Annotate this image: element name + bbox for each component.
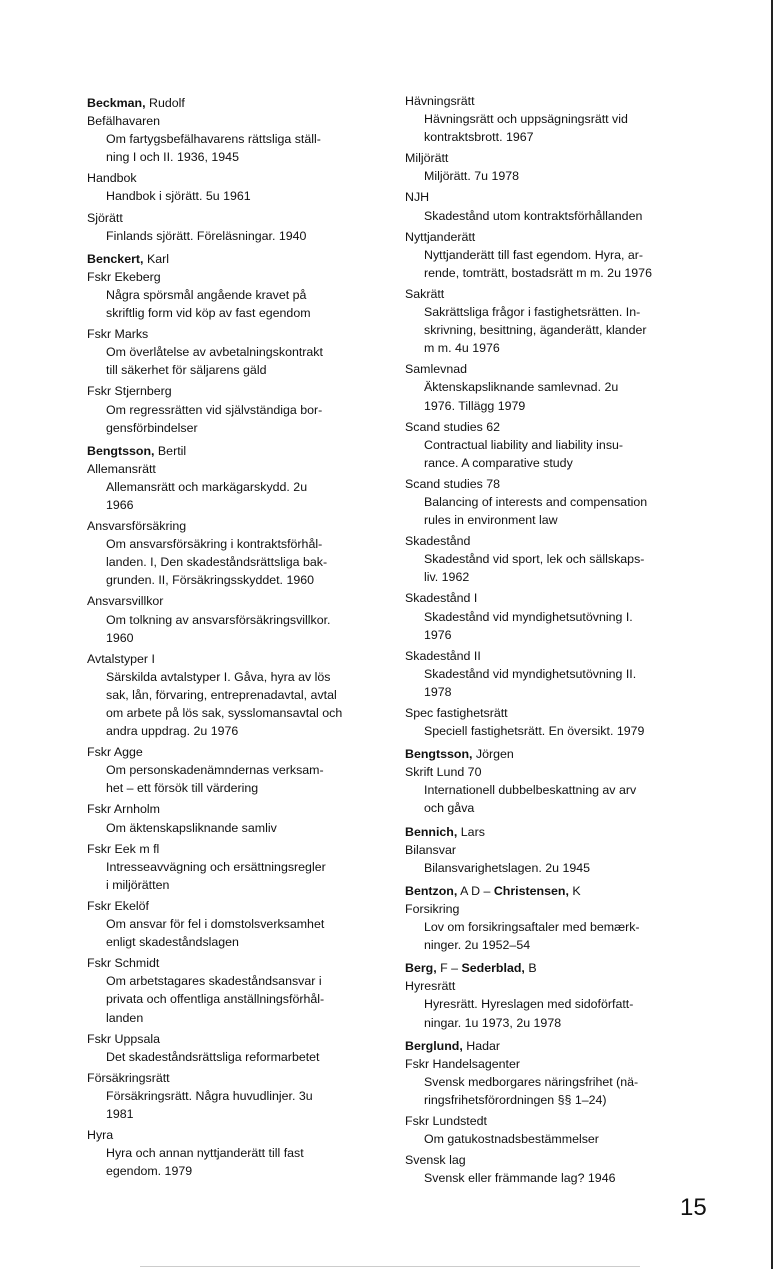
work-title-line: Intresseavvägning och ersättningsregler bbox=[106, 859, 326, 874]
work-source: Ansvarsvillkor bbox=[87, 594, 164, 609]
work-title-line: Svensk medborgares näringsfrihet (nä- bbox=[424, 1074, 639, 1089]
coauthor-surname: Christensen, bbox=[493, 883, 569, 898]
work-source: Samlevnad bbox=[405, 362, 467, 377]
author-given-name: Rudolf bbox=[149, 96, 185, 110]
work-title-line: rende, tomträtt, bostadsrätt m m. 2u 1976 bbox=[424, 265, 652, 280]
author-given-name: Jörgen bbox=[475, 747, 514, 762]
work-title-line: Nyttjanderätt till fast egendom. Hyra, ar- bbox=[424, 247, 643, 262]
work-title-line: Om äktenskapsliknande samliv bbox=[106, 820, 277, 835]
work-title-line: het – ett försök till värdering bbox=[106, 781, 259, 796]
work-title-line: och gåva bbox=[424, 801, 475, 816]
work-source: Fskr Arnholm bbox=[87, 802, 160, 817]
work-title-line: Balancing of interests and compensation bbox=[424, 494, 648, 509]
work-item bbox=[405, 418, 705, 472]
author-given-name: F – bbox=[440, 961, 459, 976]
author-surname: Benckert, bbox=[87, 251, 144, 266]
work-item bbox=[405, 475, 705, 529]
work-source: Spec fastighetsrätt bbox=[405, 706, 508, 720]
work-item bbox=[405, 149, 705, 185]
work-source: Hyresrätt bbox=[405, 979, 456, 994]
work-source: Skrift Lund 70 bbox=[405, 765, 482, 780]
work-source: Fskr Handelsagenter bbox=[405, 1056, 521, 1071]
work-title-line: 1978 bbox=[424, 684, 452, 699]
work-source: Fskr Stjernberg bbox=[87, 384, 172, 399]
work-source: Scand studies 62 bbox=[405, 419, 501, 434]
work-item bbox=[405, 1055, 705, 1109]
work-source: Forsikring bbox=[405, 901, 460, 916]
work-item bbox=[87, 112, 387, 166]
work-item bbox=[87, 209, 387, 245]
work-item bbox=[87, 268, 387, 322]
author-heading bbox=[405, 823, 705, 841]
work-title-line: skriftlig form vid köp av fast egendom bbox=[106, 306, 311, 321]
work-title-line: 1976 bbox=[424, 627, 452, 642]
work-item bbox=[405, 228, 705, 282]
work-title-line: ning I och II. 1936, 1945 bbox=[106, 150, 239, 165]
author-entry bbox=[405, 745, 705, 817]
page-edge-line bbox=[771, 0, 773, 1269]
work-title-line: Om tolkning av ansvarsförsäkringsvillkor. bbox=[106, 612, 331, 627]
work-item bbox=[87, 897, 387, 951]
author-surname: Bennich, bbox=[405, 824, 458, 839]
work-title-line: Om ansvar för fel i domstolsverksamhet bbox=[106, 917, 325, 932]
work-title-line: ringsfrihetsförordningen §§ 1–24) bbox=[424, 1092, 607, 1107]
work-source: Fskr Ekeberg bbox=[87, 269, 161, 284]
work-title-line: till säkerhet för säljarens gäld bbox=[106, 363, 267, 378]
work-item bbox=[405, 841, 705, 877]
author-heading bbox=[87, 250, 387, 268]
work-item bbox=[87, 1126, 387, 1180]
work-title-line: Hyresrätt. Hyreslagen med sidoförfatt- bbox=[424, 997, 634, 1012]
work-item bbox=[87, 800, 387, 836]
work-item bbox=[87, 1030, 387, 1066]
work-title-line: i miljörätten bbox=[106, 877, 170, 892]
author-given-name: Karl bbox=[146, 251, 169, 266]
work-title-line: Skadestånd vid myndighetsutövning II. bbox=[424, 666, 637, 681]
work-title-line: Äktenskapsliknande samlevnad. 2u bbox=[424, 380, 619, 395]
work-title-line: Om regressrätten vid självständiga bor- bbox=[106, 402, 323, 417]
work-title-line: m m. 4u 1976 bbox=[424, 341, 500, 356]
work-source: Bilansvar bbox=[405, 842, 456, 857]
work-item bbox=[405, 188, 705, 224]
author-given-name: Lars bbox=[460, 824, 485, 839]
work-source: Ansvarsförsäkring bbox=[87, 519, 187, 534]
work-title-line: Contractual liability and liability insu- bbox=[424, 437, 624, 452]
author-entry bbox=[405, 882, 705, 954]
author-entry bbox=[87, 442, 387, 1181]
work-source: Fskr Marks bbox=[87, 327, 149, 342]
work-title-line: rance. A comparative study bbox=[424, 455, 573, 470]
work-item bbox=[87, 954, 387, 1026]
work-item bbox=[405, 1112, 705, 1148]
work-title-line: 1960 bbox=[106, 630, 134, 645]
work-source: Skadestånd bbox=[405, 534, 471, 549]
work-source: Svensk lag bbox=[405, 1153, 466, 1168]
work-item bbox=[405, 92, 705, 146]
work-item bbox=[87, 169, 387, 205]
author-surname: Berglund, bbox=[405, 1038, 463, 1053]
author-entry bbox=[405, 92, 705, 740]
work-source: Avtalstyper I bbox=[87, 651, 155, 666]
work-title-line: liv. 1962 bbox=[424, 570, 470, 585]
work-item bbox=[87, 1069, 387, 1123]
work-source: Skadestånd I bbox=[405, 591, 478, 606]
page-number: 15 bbox=[680, 1194, 707, 1221]
work-title-line: Lov om forsikringsaftaler med bemærk- bbox=[424, 920, 640, 935]
work-item bbox=[405, 589, 705, 643]
work-title-line: Hävningsrätt och uppsägningsrätt vid bbox=[424, 112, 628, 127]
work-item bbox=[87, 325, 387, 379]
author-surname: Bengtsson, bbox=[87, 443, 155, 458]
work-source: Fskr Ekelöf bbox=[87, 898, 149, 913]
work-title-line: Internationell dubbelbeskattning av arv bbox=[424, 783, 637, 798]
author-surname: Beckman, bbox=[87, 96, 146, 110]
work-source: Fskr Eek m fl bbox=[87, 841, 160, 856]
work-item bbox=[87, 650, 387, 740]
work-title-line: skrivning, besittning, äganderätt, klander bbox=[424, 323, 647, 338]
author-entry bbox=[87, 250, 387, 437]
work-title-line: kontraktsbrott. 1967 bbox=[424, 130, 534, 145]
author-entry bbox=[405, 1037, 705, 1188]
work-title-line: Skadestånd utom kontraktsförhållanden bbox=[424, 208, 643, 223]
work-item bbox=[87, 743, 387, 797]
work-source: Miljörätt bbox=[405, 151, 449, 166]
work-item bbox=[405, 900, 705, 954]
work-title-line: ningar. 1u 1973, 2u 1978 bbox=[424, 1015, 562, 1030]
author-heading bbox=[405, 1037, 705, 1055]
work-title-line: Det skadeståndsrättsliga reformarbetet bbox=[106, 1049, 320, 1064]
work-source: Fskr Agge bbox=[87, 745, 143, 760]
work-title-line: Hyra och annan nyttjanderätt till fast bbox=[106, 1146, 304, 1161]
index-column-left bbox=[87, 94, 387, 1185]
work-source: Handbok bbox=[87, 171, 137, 186]
work-title-line: 1981 bbox=[106, 1106, 134, 1121]
author-heading bbox=[87, 442, 387, 460]
work-source: Hyra bbox=[87, 1128, 114, 1143]
work-source: Nyttjanderätt bbox=[405, 229, 476, 244]
work-title-line: Om fartygsbefälhavarens rättsliga ställ- bbox=[106, 132, 321, 147]
work-title-line: Speciell fastighetsrätt. En översikt. 1979 bbox=[424, 724, 645, 739]
work-item bbox=[405, 532, 705, 586]
work-source: Befälhavaren bbox=[87, 114, 161, 129]
work-title-line: enligt skadeståndslagen bbox=[106, 935, 239, 950]
author-given-name: A D – bbox=[460, 883, 491, 898]
work-source: Hävningsrätt bbox=[405, 94, 475, 108]
work-title-line: Finlands sjörätt. Föreläsningar. 1940 bbox=[106, 228, 307, 243]
work-title-line: Handbok i sjörätt. 5u 1961 bbox=[106, 189, 251, 204]
work-source: Sjörätt bbox=[87, 210, 123, 225]
work-source: Skadestånd II bbox=[405, 648, 481, 663]
work-title-line: Om ansvarsförsäkring i kontraktsförhål- bbox=[106, 537, 323, 552]
author-heading bbox=[405, 959, 705, 977]
work-title-line: Miljörätt. 7u 1978 bbox=[424, 169, 520, 184]
work-title-line: ninger. 2u 1952–54 bbox=[424, 938, 531, 953]
work-title-line: Allemansrätt och markägarskydd. 2u bbox=[106, 479, 308, 494]
work-title-line: Försäkringsrätt. Några huvudlinjer. 3u bbox=[106, 1088, 313, 1103]
work-title-line: 1976. Tillägg 1979 bbox=[424, 398, 526, 413]
work-title-line: andra uppdrag. 2u 1976 bbox=[106, 724, 239, 739]
bottom-rule bbox=[140, 1266, 640, 1267]
author-heading bbox=[405, 882, 705, 900]
author-given-name: Hadar bbox=[466, 1038, 501, 1053]
work-item bbox=[405, 285, 705, 357]
work-item bbox=[87, 592, 387, 646]
author-heading bbox=[405, 745, 705, 763]
author-entry bbox=[87, 94, 387, 245]
work-item bbox=[405, 360, 705, 414]
coauthor-surname: Sederblad, bbox=[461, 961, 525, 976]
work-title-line: sak, lån, förvaring, entreprenadavtal, avtal bbox=[106, 687, 337, 702]
coauthor-given-name: K bbox=[572, 883, 581, 898]
work-item bbox=[87, 460, 387, 514]
work-item bbox=[405, 647, 705, 701]
work-source: Fskr Lundstedt bbox=[405, 1113, 487, 1128]
author-given-name: Bertil bbox=[157, 443, 187, 458]
author-surname: Bentzon, bbox=[405, 883, 458, 898]
work-source: Försäkringsrätt bbox=[87, 1070, 170, 1085]
work-title-line: Svensk eller främmande lag? 1946 bbox=[424, 1171, 616, 1186]
work-source: Sakrätt bbox=[405, 286, 445, 301]
work-item bbox=[87, 382, 387, 436]
work-title-line: Om arbetstagares skadeståndsansvar i bbox=[106, 974, 322, 989]
work-title-line: Skadestånd vid sport, lek och sällskaps- bbox=[424, 552, 645, 567]
work-item bbox=[405, 763, 705, 817]
work-title-line: gensförbindelser bbox=[106, 420, 198, 435]
work-source: Allemansrätt bbox=[87, 461, 156, 476]
work-title-line: Sakrättsliga frågor i fastighetsrätten. In- bbox=[424, 305, 641, 320]
work-source: NJH bbox=[405, 190, 430, 205]
work-title-line: Särskilda avtalstyper I. Gåva, hyra av lös bbox=[106, 669, 331, 684]
author-heading bbox=[87, 94, 387, 112]
work-title-line: Bilansvarighetslagen. 2u 1945 bbox=[424, 860, 591, 875]
index-column-right bbox=[405, 92, 705, 1192]
author-surname: Berg, bbox=[405, 961, 437, 976]
work-title-line: Om överlåtelse av avbetalningskontrakt bbox=[106, 345, 323, 360]
work-title-line: Några spörsmål angående kravet på bbox=[106, 287, 307, 302]
coauthor-given-name: B bbox=[528, 961, 537, 976]
work-title-line: Skadestånd vid myndighetsutövning I. bbox=[424, 609, 633, 624]
work-title-line: Om gatukostnadsbestämmelser bbox=[424, 1132, 599, 1147]
work-item bbox=[87, 840, 387, 894]
work-title-line: rules in environment law bbox=[424, 513, 558, 528]
work-title-line: Om personskadenämndernas verksam- bbox=[106, 763, 324, 778]
work-item bbox=[405, 704, 705, 740]
work-title-line: om arbete på lös sak, sysslomansavtal och bbox=[106, 706, 343, 720]
work-title-line: landen. I, Den skadeståndsrättsliga bak- bbox=[106, 555, 328, 570]
work-title-line: landen bbox=[106, 1010, 144, 1025]
author-surname: Bengtsson, bbox=[405, 747, 473, 762]
author-entry bbox=[405, 959, 705, 1031]
work-item bbox=[87, 517, 387, 589]
work-item bbox=[405, 1151, 705, 1187]
work-title-line: grunden. II, Försäkringsskyddet. 1960 bbox=[106, 573, 315, 588]
work-source: Fskr Schmidt bbox=[87, 956, 160, 971]
work-title-line: privata och offentliga anställningsförhål- bbox=[106, 992, 325, 1007]
author-entry bbox=[405, 823, 705, 877]
work-source: Fskr Uppsala bbox=[87, 1031, 160, 1046]
work-item bbox=[405, 977, 705, 1031]
work-title-line: 1966 bbox=[106, 497, 134, 512]
work-source: Scand studies 78 bbox=[405, 476, 501, 491]
work-title-line: egendom. 1979 bbox=[106, 1164, 193, 1179]
